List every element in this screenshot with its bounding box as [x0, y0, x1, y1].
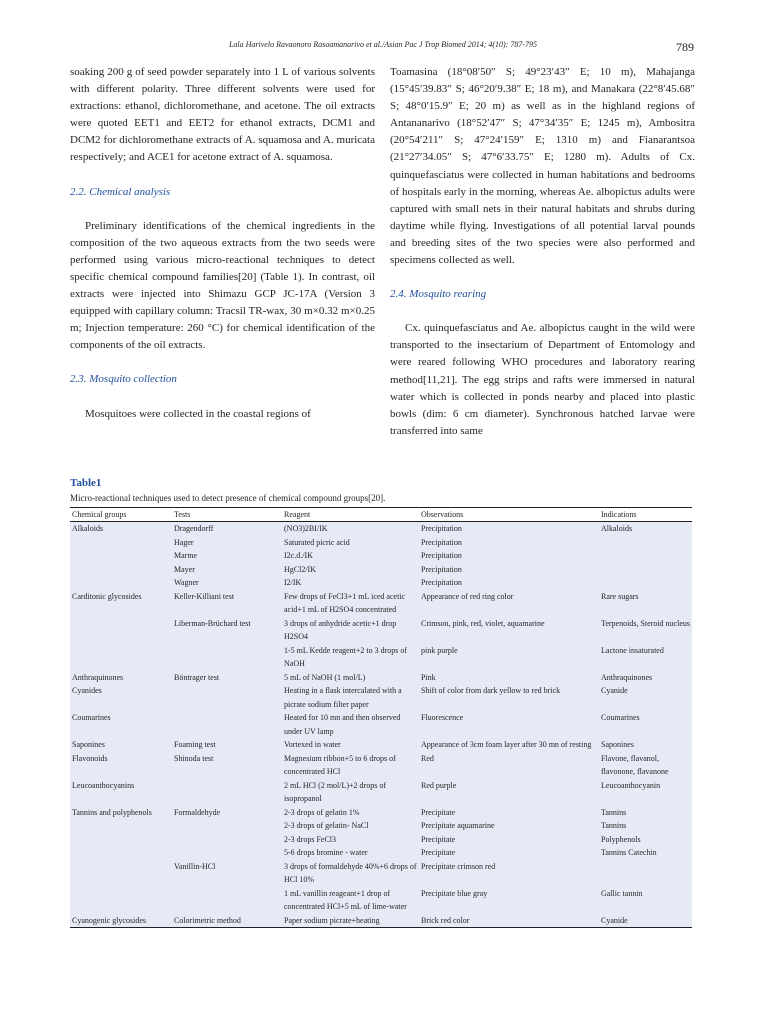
table-row	[70, 914, 692, 928]
table-cell: 2-3 drops FeCl3	[284, 834, 336, 844]
table-cell: Cyanide	[601, 686, 628, 695]
table-row	[70, 522, 692, 536]
table-cell	[172, 846, 282, 860]
table-cell: Saponines	[601, 740, 634, 749]
table-cell: HgCl2/IK	[284, 564, 316, 574]
table-cell: Saturated picric acid	[284, 537, 350, 547]
table-cell	[70, 576, 172, 590]
table-cell	[172, 819, 282, 833]
table-row	[70, 846, 692, 860]
table-cell: Shinoda test	[174, 753, 214, 763]
table-cell: Flavone, flavanol, flavonone, flavanone	[601, 753, 669, 776]
table-title: Table1	[70, 477, 102, 489]
table-row	[70, 549, 692, 563]
table-row	[70, 590, 692, 617]
table-cell: 2-3 drops of gelatin 1%	[284, 807, 360, 817]
column-header: Indications	[599, 508, 692, 522]
table-cell: 2-3 drops of gelatin- NaCl	[284, 821, 369, 830]
table-cell: 1 mL vanillin reageant+1 drop of concentrated HCl+5 mL of lime-water	[284, 888, 407, 911]
table-row	[70, 819, 692, 833]
table-cell	[70, 617, 172, 644]
table-cell: 3 drops of formaldehyde 40%+6 drops of HCl 10%	[284, 861, 417, 884]
table-row	[70, 684, 692, 711]
table-row	[70, 779, 692, 806]
table-cell: Gallic tannin	[601, 888, 643, 898]
table-row	[70, 711, 692, 738]
table-cell: Cyanide	[601, 915, 628, 925]
section-heading: 2.4. Mosquito rearing	[390, 288, 487, 301]
column-header: Chemical groups	[70, 508, 172, 522]
left-column	[70, 64, 375, 423]
table-cell: Appearance of 3cm foam layer after 30 mn of resting	[421, 740, 592, 749]
table-row	[70, 576, 692, 590]
table-cell: pink purple	[421, 645, 458, 655]
table-cell: Pink	[421, 672, 436, 682]
table-cell: Leucoanthocyanins	[72, 780, 135, 790]
column-header: Tests	[172, 508, 282, 522]
table-row	[70, 563, 692, 577]
table-cell: Fluorescence	[421, 713, 464, 722]
table-cell: Coumarines	[72, 713, 111, 722]
table-cell	[599, 860, 692, 887]
table-cell: Wagner	[174, 578, 199, 587]
table-cell	[172, 711, 282, 738]
table-row	[70, 738, 692, 752]
paragraph: soaking 200 g of seed powder separately into 1 L of various solvents with different polarity. Three different solvents were used for extractions: ethanol, dichloromethane, and acetone. The oil extracts were quoted EET1 and EET2 for ethanol extracts, DCM1 and DCM2 for dichloromethane extracts of A. squamosa and A. muricata respectively; and ACE1 for acetone extract of A. squamosa.	[70, 66, 375, 164]
table-cell: Leucoanthocyanin	[601, 780, 661, 790]
table-row	[70, 806, 692, 820]
chemical-tests-table	[70, 507, 692, 928]
table-cell: Crimson, pink, red, violet, aquamarine	[421, 618, 545, 628]
table-cell: Tannins Catechin	[601, 848, 657, 857]
table-cell	[599, 536, 692, 550]
table-cell: Colorimetric method	[174, 915, 241, 925]
paragraph: Cx. quinquefasciatus and Ae. albopictus caught in the wild were transported to the insectarium of Department of Entomology and were reared following WHO procedures and laboratory rearing method[11,21]. The egg strips and rafts were immersed in natural water which is collected in ponds nearby and placed into plastic bowls (dim: 6 cm diameter). Synchronous hatched larvae were transferred into same	[390, 322, 695, 437]
table-cell: Tannins	[601, 807, 627, 817]
paragraph: Toamasina (18°08′50″ S; 49°23′43″ E; 10 m), Mahajanga (15°45′39.83′′ S; 46°20′9.38″ E; 18 m), and Manakara (22°8′45.68″ S; 48°0′15.9″ E; 20 m) as well as in the highland regions of Antananarivo (18°52′47″ S; 47°34′35″ E; 1245 m), Ambositra (20°54′211″ S; 47°24′159″ E; 1310 m) and Fianarantsoa (21°27′34.05″ S; 47°6′33.75″ E; 1280 m). Adults of Cx. quinquefasciatus were collected in human habitations and bedrooms of hospitals early in the morning, whereas Ae. albopictus adults were captured with small nets in their natural habitats and shrubs during daytime while flying. Investigations of all potential larval pounds and breeding sites of the two species were also performed and specimens collected as well.	[390, 66, 695, 267]
table-cell	[70, 846, 172, 860]
table-cell: Alkaloids	[601, 524, 633, 533]
table-cell	[172, 644, 282, 671]
table-cell: Precipitate crimson red	[421, 861, 496, 871]
table-cell	[172, 684, 282, 711]
table-row	[70, 671, 692, 685]
table-cell: Saponines	[72, 740, 105, 749]
table-cell: I2/IK	[284, 578, 302, 587]
table-cell	[70, 563, 172, 577]
running-head: Lala Harivelo Ravaonoro Rasoamanarivo et al./Asian Pac J Trop Biomed 2014; 4(10): 787-795	[228, 40, 538, 49]
table-cell	[172, 779, 282, 806]
table-cell: Keller-Killiani test	[174, 591, 235, 601]
table-block	[70, 476, 692, 928]
table-cell	[599, 576, 692, 590]
table-cell: Rare sugars	[601, 591, 639, 601]
table-cell: Precipitate	[421, 834, 456, 844]
section-heading: 2.2. Chemical analysis	[70, 185, 171, 198]
right-column	[390, 64, 695, 440]
table-cell: Alkaloids	[72, 524, 104, 533]
table-cell	[70, 860, 172, 887]
table-cell: Precipitate	[421, 807, 456, 817]
table-cell: Carditonic glycosides	[72, 591, 142, 601]
table-cell: Few drops of FeCl3+1 mL iced acetic acid+1 mL of H2SO4 concentrated	[284, 591, 406, 614]
table-cell: Heating in a flask intercalated with a picrate sodium filter paper	[284, 686, 402, 709]
table-row	[70, 887, 692, 914]
table-cell: Precipitation	[421, 564, 462, 574]
table-caption: Micro-reactional techniques used to detect presence of chemical compound groups[20].	[70, 493, 386, 503]
section-heading: 2.3. Mosquito collection	[70, 373, 177, 386]
column-header: Observations	[419, 508, 599, 522]
table-cell: Flavonoids	[72, 753, 108, 763]
table-cell: Foaming test	[174, 740, 216, 749]
table-cell: Cyanogenic glycosides	[72, 915, 146, 925]
table-cell: Coumarines	[601, 713, 640, 722]
table-cell: Precipitation	[421, 524, 462, 533]
table-cell: Tannins	[601, 821, 627, 830]
table-cell: Terpenoids, Steroid nucleus	[601, 618, 690, 628]
table-cell: 1-5 mL Kedde reagent+2 to 3 drops of NaOH	[284, 645, 408, 668]
table-row	[70, 644, 692, 671]
table-cell	[70, 536, 172, 550]
paragraph: Preliminary identifications of the chemical ingredients in the composition of the two aqueous extracts from the two seeds were performed using various micro-reactional techniques to detect specific chemical compound families[20] (Table 1). In contrast, oil extracts were injected into Shimazu GCP JC-17A (Version 3 equipped with capillary column: Tracsil TR-wax, 30 m×0.32 m×0.25 m; Injection temperature: 260 °C) for chemical identification of the components of the oil extracts.	[70, 219, 375, 352]
table-cell: Heated for 10 mn and then observed under UV lamp	[284, 713, 401, 736]
table-cell: I2c.d./IK	[284, 551, 313, 560]
table-row	[70, 833, 692, 847]
table-cell	[172, 887, 282, 914]
table-cell: Marme	[174, 551, 198, 560]
table-cell: Mayer	[174, 564, 195, 574]
table-cell: Precipitation	[421, 551, 462, 560]
table-row	[70, 752, 692, 779]
table-cell: 5-6 drops bromine - water	[284, 848, 368, 857]
table-cell	[599, 549, 692, 563]
table-cell: Brick red color	[421, 915, 470, 925]
table-cell: Vortexed in water	[284, 740, 341, 749]
table-cell	[172, 833, 282, 847]
table-cell: Vanillin-HCl	[174, 861, 216, 871]
table-cell: Paper sodium picrate+heating	[284, 915, 380, 925]
table-cell	[70, 887, 172, 914]
table-cell: Tannins and polyphenols	[72, 807, 152, 817]
table-cell: Anthraquinones	[72, 672, 124, 682]
table-cell: Appearance of red ring color	[421, 591, 514, 601]
paragraph: Mosquitoes were collected in the coastal regions of	[85, 407, 311, 420]
table-cell: Precipitate blue gray	[421, 888, 488, 898]
table-cell: Precipitate aquamarine	[421, 821, 495, 830]
table-cell	[599, 563, 692, 577]
table-cell: Anthraquinones	[601, 672, 653, 682]
table-cell	[70, 833, 172, 847]
page-number: 789	[676, 40, 694, 54]
column-header: Reagent	[282, 508, 419, 522]
table-cell: (NO3)2BI/IK	[284, 524, 328, 533]
table-cell	[70, 644, 172, 671]
table-header-row	[70, 508, 692, 522]
table-cell: Shift of color from dark yellow to red brick	[421, 686, 561, 695]
table-cell: Böntrager test	[174, 672, 220, 682]
table-cell: Lactone insaturated	[601, 645, 664, 655]
table-cell: Precipitate	[421, 848, 456, 857]
table-cell: Polyphenols	[601, 834, 641, 844]
table-cell: 5 mL of NaOH (1 mol/L)	[284, 672, 366, 682]
table-cell: Dragendorff	[174, 524, 214, 533]
table-cell: Formaldehyde	[174, 807, 221, 817]
table-cell: Hager	[174, 537, 194, 547]
table-cell	[70, 549, 172, 563]
table-cell: Red purple	[421, 780, 457, 790]
table-row	[70, 617, 692, 644]
table-row	[70, 536, 692, 550]
table-cell: 2 mL HCl (2 mol/L)+2 drops of isopropanol	[284, 780, 386, 803]
table-cell: 3 drops of anhydride acetic+1 drop H2SO4	[284, 618, 397, 641]
table-cell: Magnesium ribbon+5 to 6 drops of concentrated HCl	[284, 753, 396, 776]
table-cell: Red	[421, 753, 434, 763]
table-cell: Cyanides	[72, 686, 102, 695]
table-cell: Precipitation	[421, 578, 462, 587]
table-cell: Precipitation	[421, 537, 462, 547]
table-row	[70, 860, 692, 887]
table-cell	[70, 819, 172, 833]
table-cell: Liberman-Brüchard test	[174, 618, 251, 628]
